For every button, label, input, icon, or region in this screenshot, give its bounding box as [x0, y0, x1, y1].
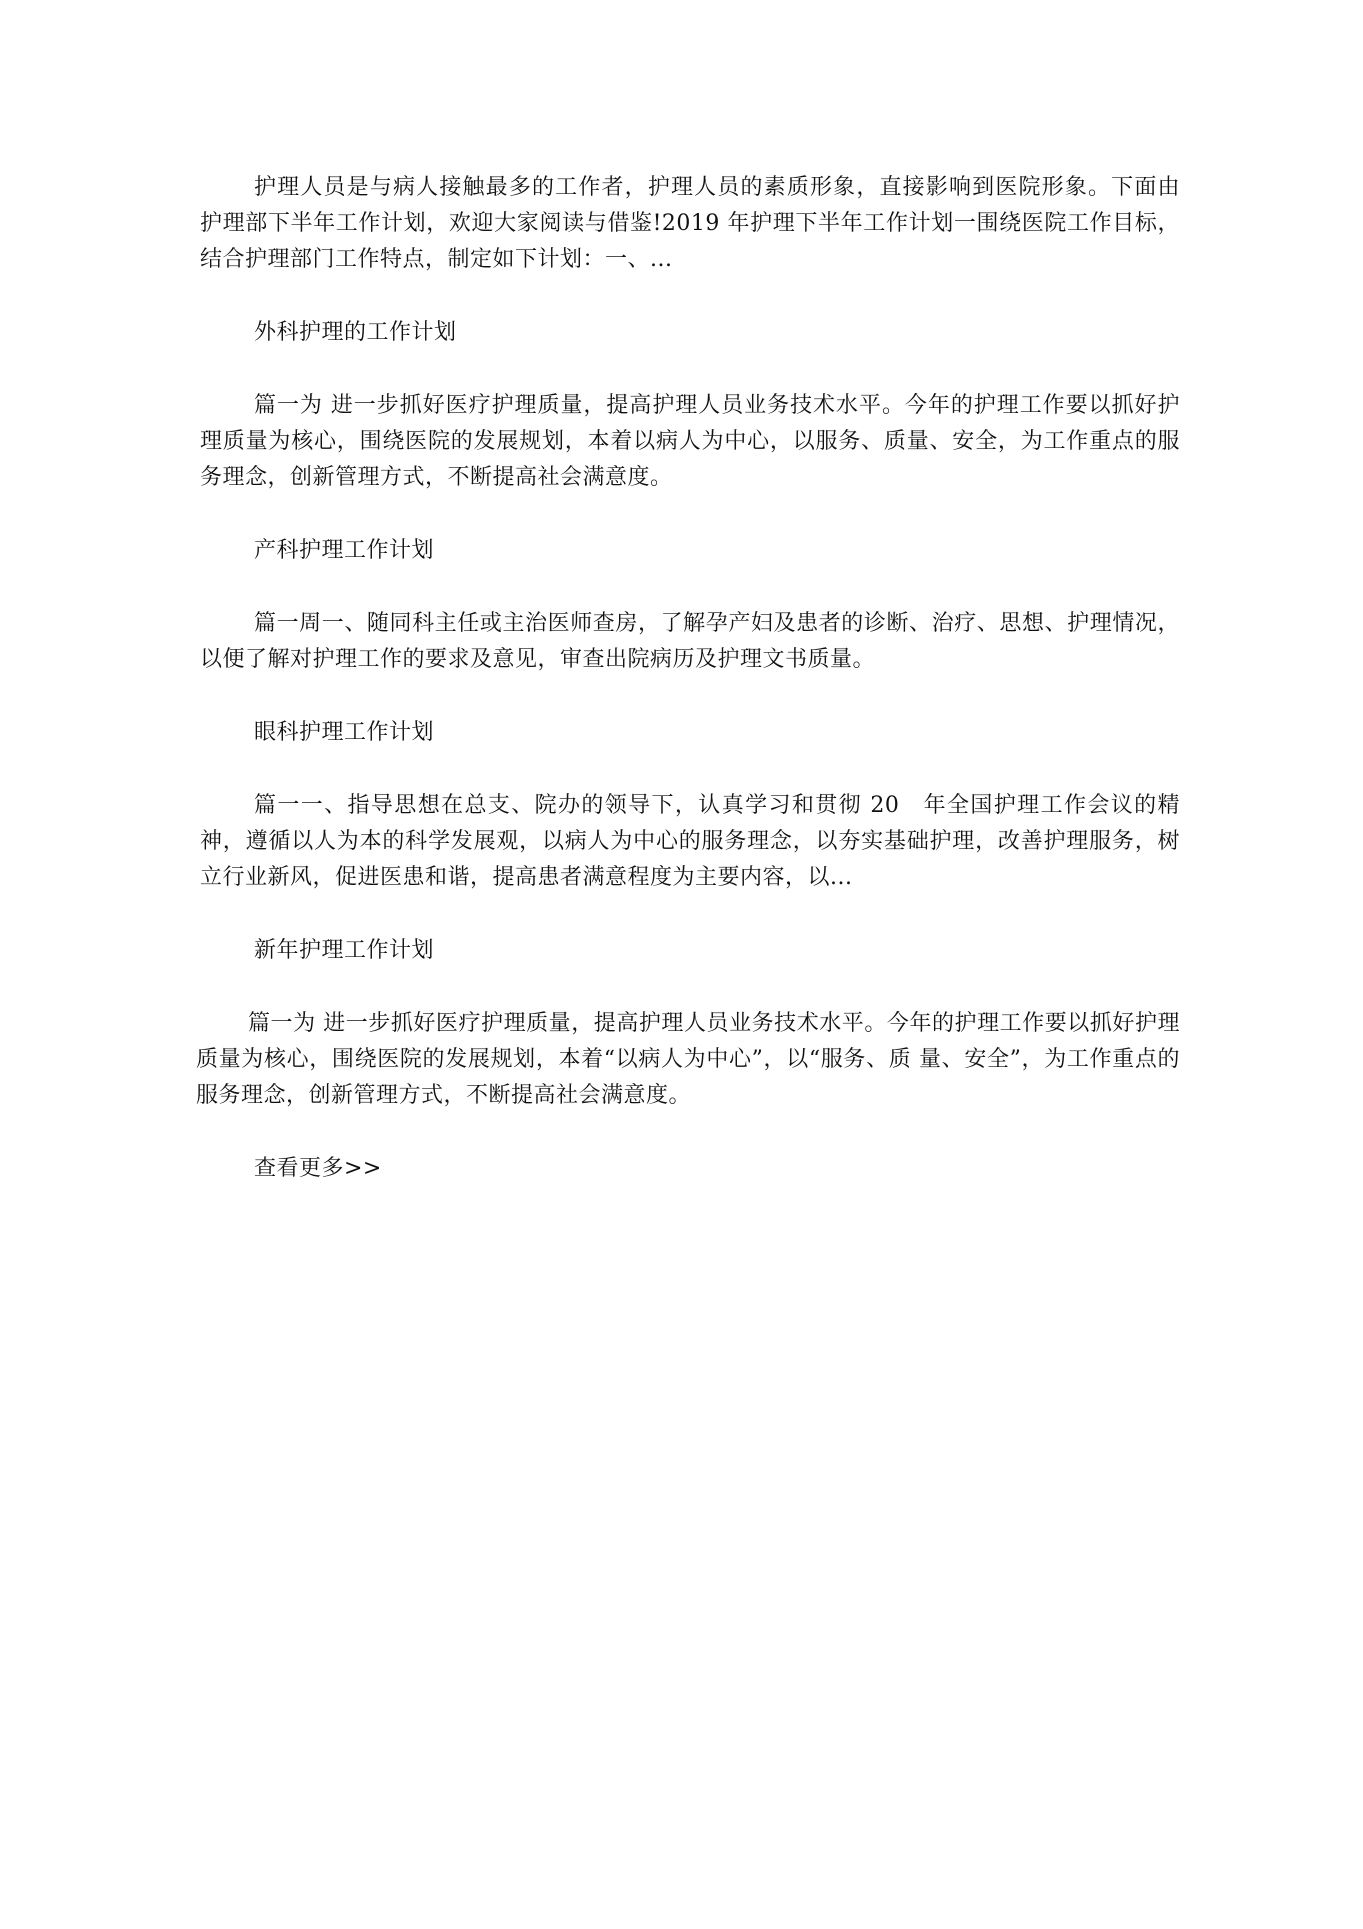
section-body-surgery: 篇一为 进一步抓好医疗护理质量，提高护理人员业务技术水平。今年的护理工作要以抓好护理质量为核心，围绕医院的发展规划，本着以病人为中心，以服务、质量、安全，为工作重点的服务理念，创新管理方式，不断提高社会满意度。: [200, 393, 1180, 490]
document-page: [196, 170, 1203, 1187]
section-heading-ophthalmology: 眼科护理工作计划: [254, 720, 435, 745]
view-more-link[interactable]: 查看更多>>: [254, 1156, 382, 1181]
section-heading-obstetrics: 产科护理工作计划: [254, 538, 435, 563]
section-heading-new-year: 新年护理工作计划: [254, 938, 435, 963]
section-heading-surgery: 外科护理的工作计划: [254, 320, 457, 345]
section-body-obstetrics: 篇一周一、随同科主任或主治医师查房，了解孕产妇及患者的诊断、治疗、思想、护理情况，以便了解对护理工作的要求及意见，审查出院病历及护理文书质量。: [200, 611, 1180, 672]
section-body-new-year: 篇一为 进一步抓好医疗护理质量，提高护理人员业务技术水平。今年的护理工作要以抓好护理质量为核心，围绕医院的发展规划，本着“以病人为中心”，以“服务、质 量、安全”，为工作重点的服务理念，创新管理方式，不断提高社会满意度。: [196, 1011, 1180, 1108]
section-body-ophthalmology: 篇一一、指导思想在总支、院办的领导下，认真学习和贯彻 20 年全国护理工作会议的精神，遵循以人为本的科学发展观，以病人为中心的服务理念，以夯实基础护理，改善护理服务，树立行业新风，促进医患和谐，提高患者满意程度为主要内容，以...: [200, 793, 1180, 890]
intro-paragraph: 护理人员是与病人接触最多的工作者，护理人员的素质形象，直接影响到医院形象。下面由 护理部下半年工作计划，欢迎大家阅读与借鉴!2019 年护理下半年工作计划一围绕医院工作目标，结合护理部门工作特点，制定如下计划：一、...: [200, 175, 1203, 272]
